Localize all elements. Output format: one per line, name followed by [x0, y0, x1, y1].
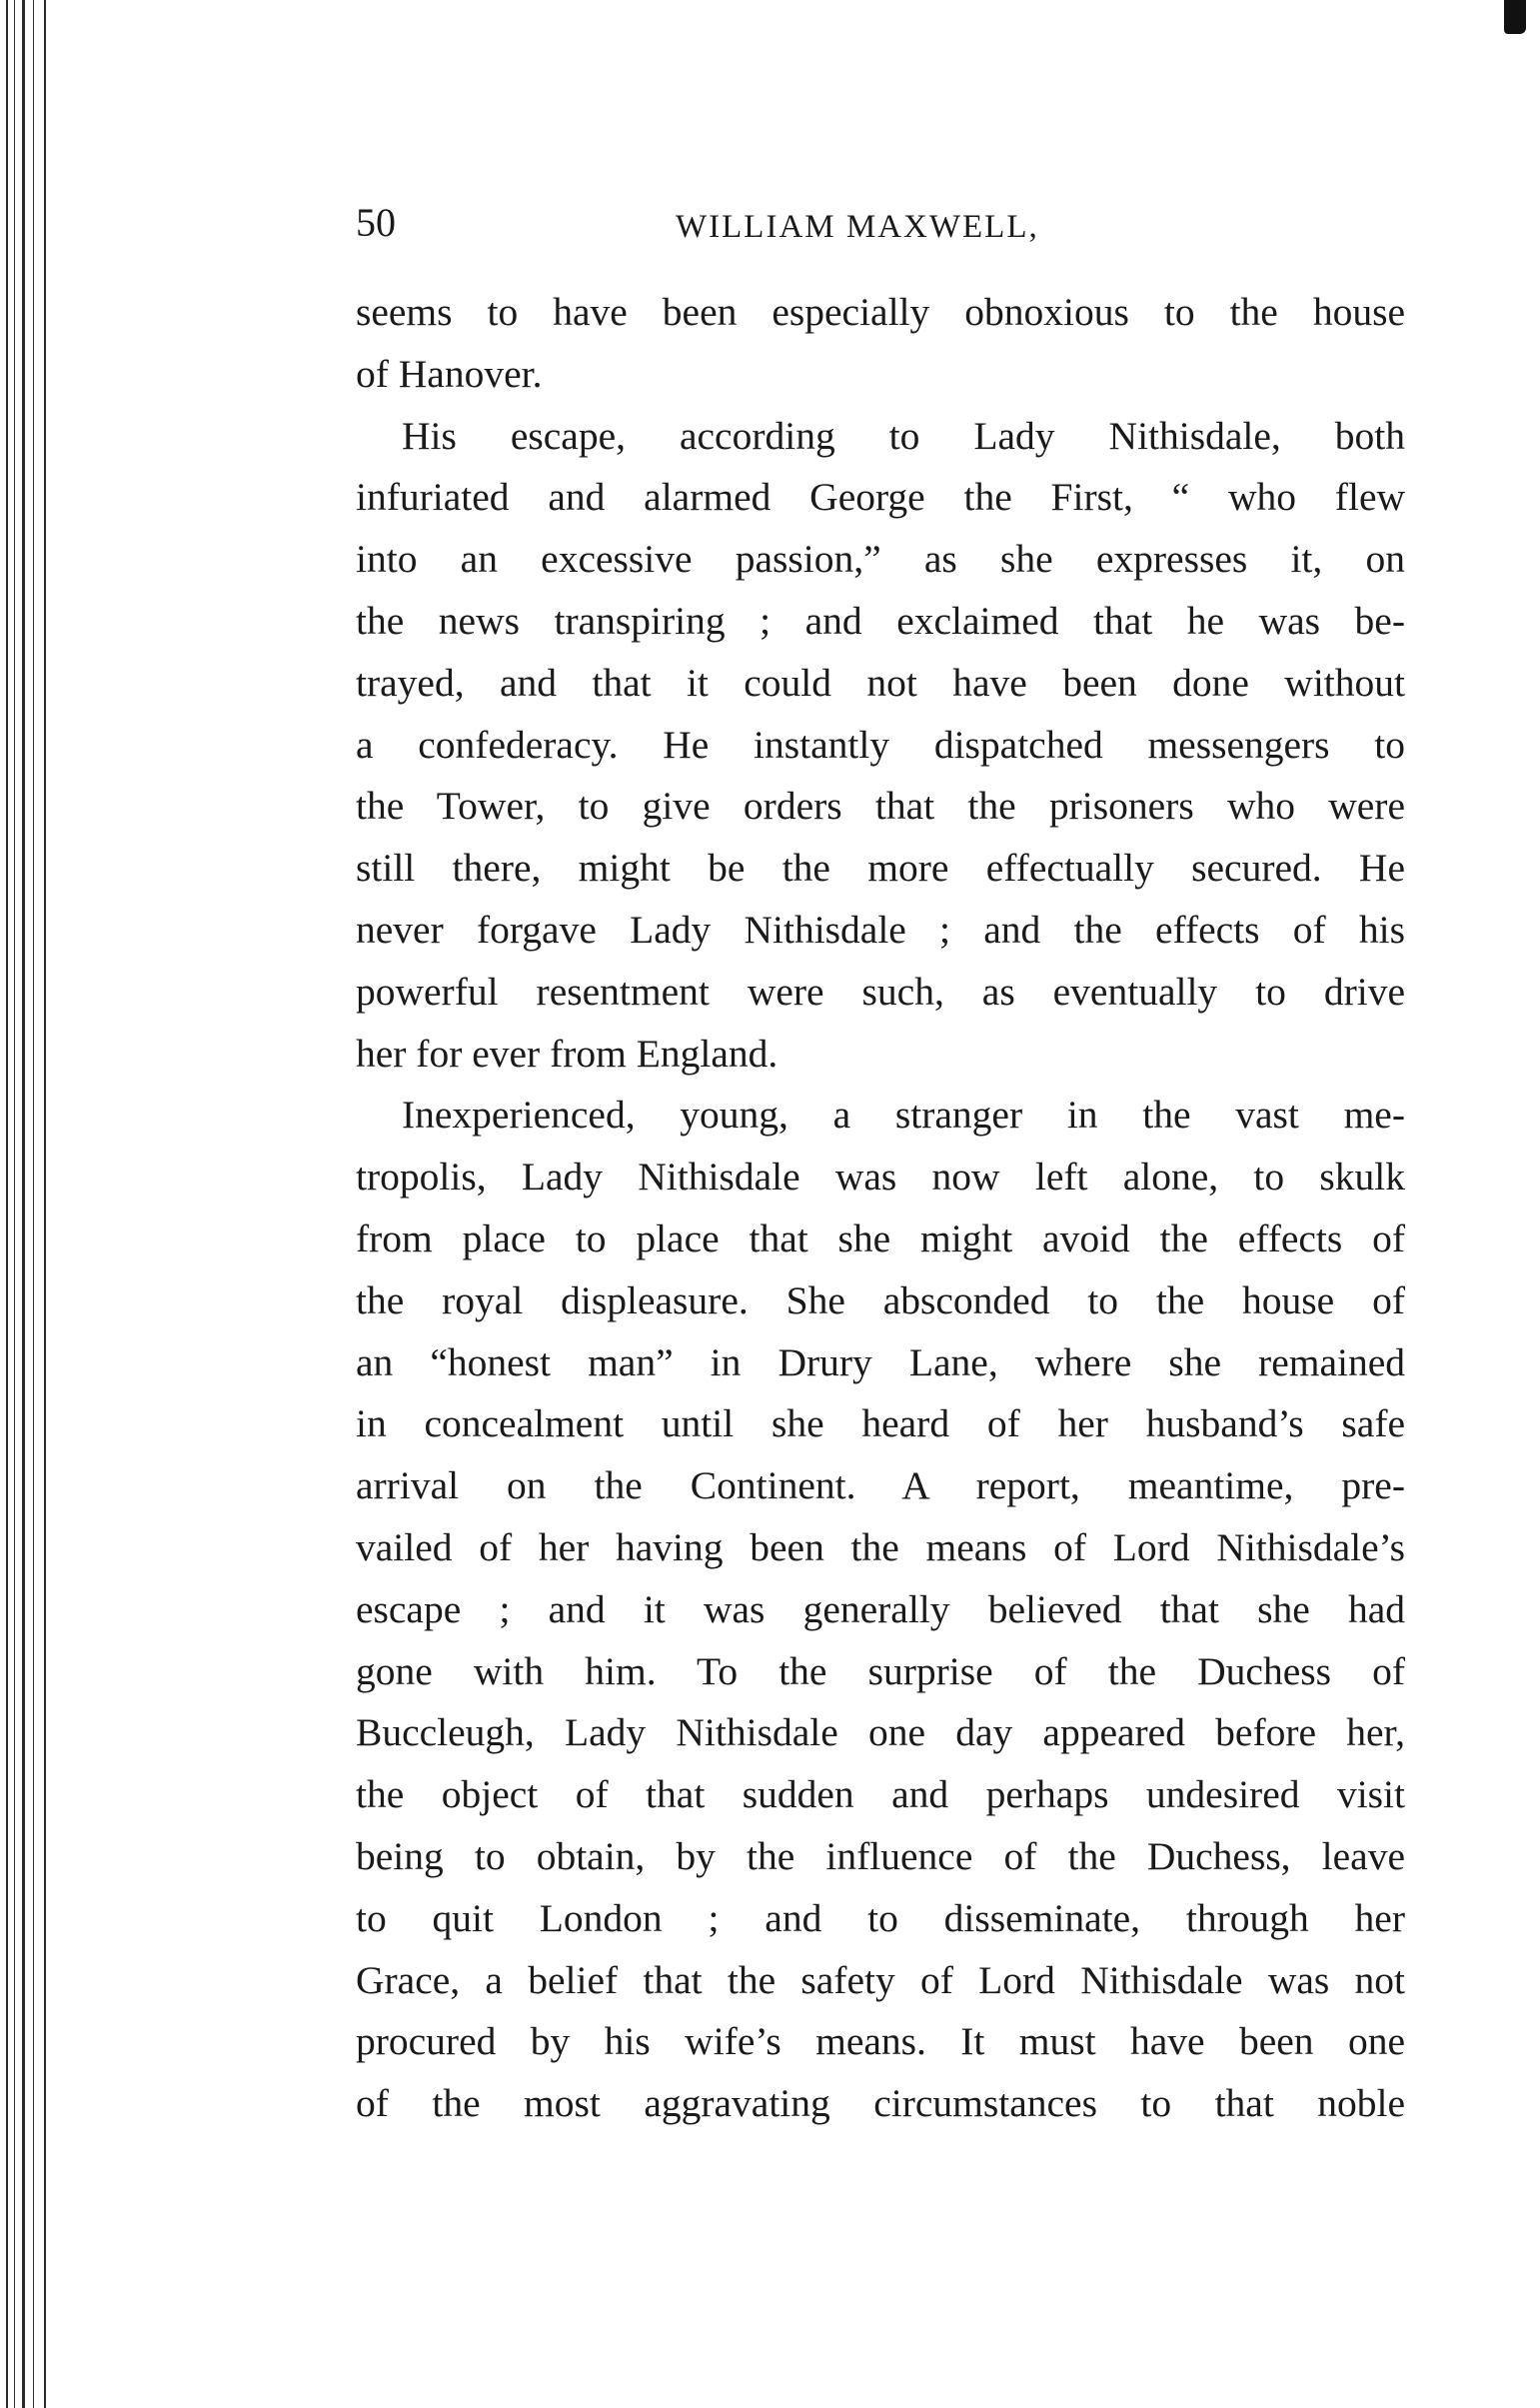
text-line: the news transpiring ; and exclaimed that he was be- — [356, 598, 1405, 643]
text-line: powerful resentment were such, as eventually to drive — [356, 969, 1405, 1014]
text-line: never forgave Lady Nithisdale ; and the effects of his — [356, 907, 1405, 952]
text-line: her for ever from England. — [356, 1031, 778, 1076]
page-binding-edge — [0, 0, 60, 2408]
text-line: Buccleugh, Lady Nithisdale one day appeared before her, — [356, 1710, 1405, 1755]
text-line: seems to have been especially obnoxious to the house — [356, 290, 1405, 334]
running-head — [356, 196, 1405, 256]
text-line: still there, might be the more effectually secured. He — [356, 846, 1405, 891]
text-line: the object of that sudden and perhaps undesired visit — [356, 1772, 1405, 1817]
text-line: from place to place that she might avoid the effects of — [356, 1215, 1405, 1260]
text-line: into an excessive passion,” as she expresses it, on — [356, 537, 1405, 582]
text-line: escape ; and it was generally believed that she had — [356, 1586, 1405, 1631]
text-line: an “honest man” in Drury Lane, where she remained — [356, 1339, 1405, 1384]
text-line: the royal displeasure. She absconded to the house of — [356, 1277, 1405, 1322]
running-title: WILLIAM MAXWELL, — [676, 209, 1039, 245]
text-line: infuriated and alarmed George the First, “ who flew — [356, 475, 1405, 520]
text-line: arrival on the Continent. A report, meantime, pre- — [356, 1463, 1405, 1508]
text-line: being to obtain, by the influence of the Duchess, leave — [356, 1833, 1405, 1878]
text-line: a confederacy. He instantly dispatched messengers to — [356, 722, 1405, 767]
text-line: Inexperienced, young, a stranger in the vast me- — [402, 1093, 1405, 1138]
page-number: 50 — [356, 200, 396, 245]
text-line: of Hanover. — [356, 351, 543, 396]
text-line: to quit London ; and to disseminate, through her — [356, 1895, 1405, 1940]
text-line: His escape, according to Lady Nithisdale, both — [402, 413, 1405, 458]
text-line: trayed, and that it could not have been done without — [356, 660, 1405, 705]
text-line: in concealment until she heard of her husband’s safe — [356, 1401, 1405, 1446]
text-line: gone with him. To the surprise of the Duchess of — [356, 1648, 1405, 1693]
corner-ink-mark — [1504, 0, 1526, 34]
text-line: tropolis, Lady Nithisdale was now left alone, to skulk — [356, 1155, 1405, 1200]
text-line: the Tower, to give orders that the prisoners who were — [356, 784, 1405, 829]
text-line: procured by his wife’s means. It must have been one — [356, 2019, 1405, 2064]
body-text — [356, 282, 1405, 2135]
text-line: Grace, a belief that the safety of Lord Nithisdale was not — [356, 1957, 1405, 2002]
text-line: of the most aggravating circumstances to that noble — [356, 2081, 1405, 2126]
text-line: vailed of her having been the means of Lord Nithisdale’s — [356, 1524, 1405, 1569]
